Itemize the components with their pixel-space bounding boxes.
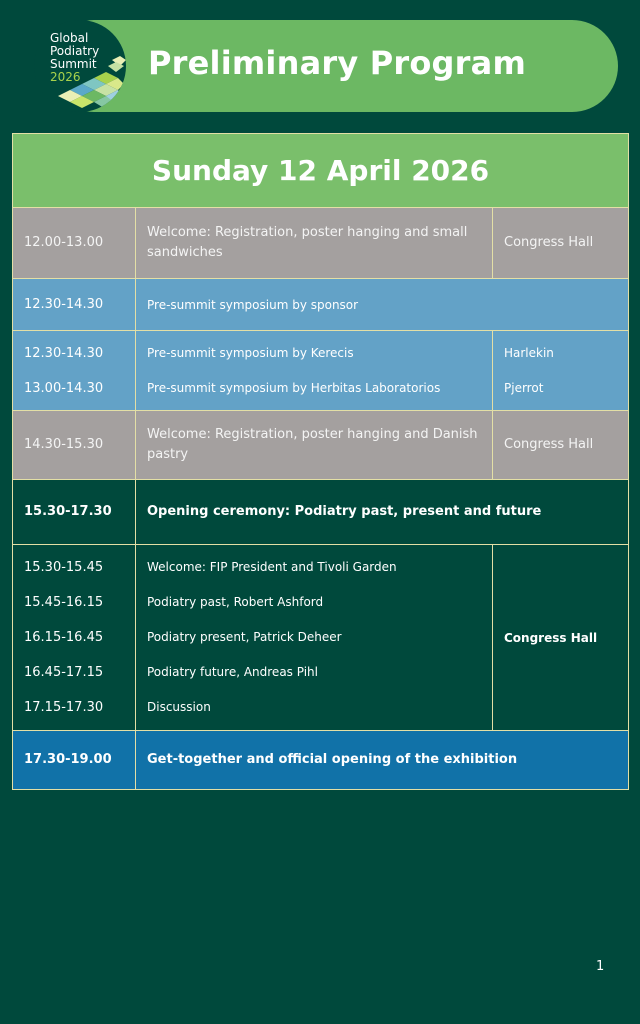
- logo-line-1: Global: [50, 31, 89, 45]
- day-title: Sunday 12 April 2026: [13, 134, 629, 208]
- page-number: 1: [596, 959, 605, 974]
- session-time: 12.30-14.30: [13, 279, 136, 331]
- table-row: [13, 279, 629, 331]
- session-title: Opening ceremony: Podiatry past, present and future: [136, 480, 629, 545]
- session-time: 12.00-13.00: [13, 208, 136, 279]
- session-time: 14.30-15.30: [13, 411, 136, 480]
- session-time: 16.45-17.15: [24, 665, 104, 680]
- session-room: Harlekin: [504, 345, 554, 360]
- table-row: [13, 411, 629, 480]
- session-time: 13.00-14.30: [24, 380, 104, 396]
- table-row: [13, 731, 629, 790]
- session-title: Welcome: Registration, poster hanging and Danish pastry: [136, 411, 493, 480]
- session-time: 17.30-19.00: [13, 731, 136, 790]
- table-row: [13, 331, 629, 411]
- session-title: Pre-summit symposium by Herbitas Laboratorios: [147, 380, 441, 395]
- session-title: Podiatry past, Robert Ashford: [147, 595, 324, 609]
- session-room: Pjerrot: [504, 380, 544, 395]
- session-title: Podiatry present, Patrick Deheer: [147, 630, 342, 644]
- table-row: [13, 480, 629, 545]
- page-title: Preliminary Program: [148, 44, 526, 82]
- session-room: Congress Hall: [493, 208, 629, 279]
- session-title: Pre-summit symposium by Kerecis: [147, 345, 354, 360]
- logo-wordmark: [50, 32, 130, 84]
- session-time: 15.30-15.45: [24, 560, 104, 575]
- session-time: 17.15-17.30: [24, 700, 104, 715]
- table-row: [13, 545, 629, 731]
- logo-line-3: Summit: [50, 57, 97, 71]
- session-time: 15.30-17.30: [13, 480, 136, 545]
- session-room: Congress Hall: [493, 545, 629, 731]
- session-title: Pre-summit symposium by sponsor: [136, 279, 629, 331]
- logo-year: 2026: [50, 70, 81, 84]
- session-time: 16.15-16.45: [24, 630, 104, 645]
- session-title: Welcome: FIP President and Tivoli Garden: [147, 560, 397, 574]
- session-title: Welcome: Registration, poster hanging and small sandwiches: [136, 208, 493, 279]
- session-time: 15.45-16.15: [24, 595, 104, 610]
- session-title: Podiatry future, Andreas Pihl: [147, 665, 318, 679]
- session-title: Get-together and official opening of the exhibition: [136, 731, 629, 790]
- session-time: 12.30-14.30: [24, 345, 104, 361]
- session-room: Congress Hall: [493, 411, 629, 480]
- session-title: Discussion: [147, 700, 211, 714]
- logo-line-2: Podiatry: [50, 44, 100, 58]
- program-table: [12, 133, 629, 790]
- day-header-row: [13, 134, 629, 208]
- table-row: [13, 208, 629, 279]
